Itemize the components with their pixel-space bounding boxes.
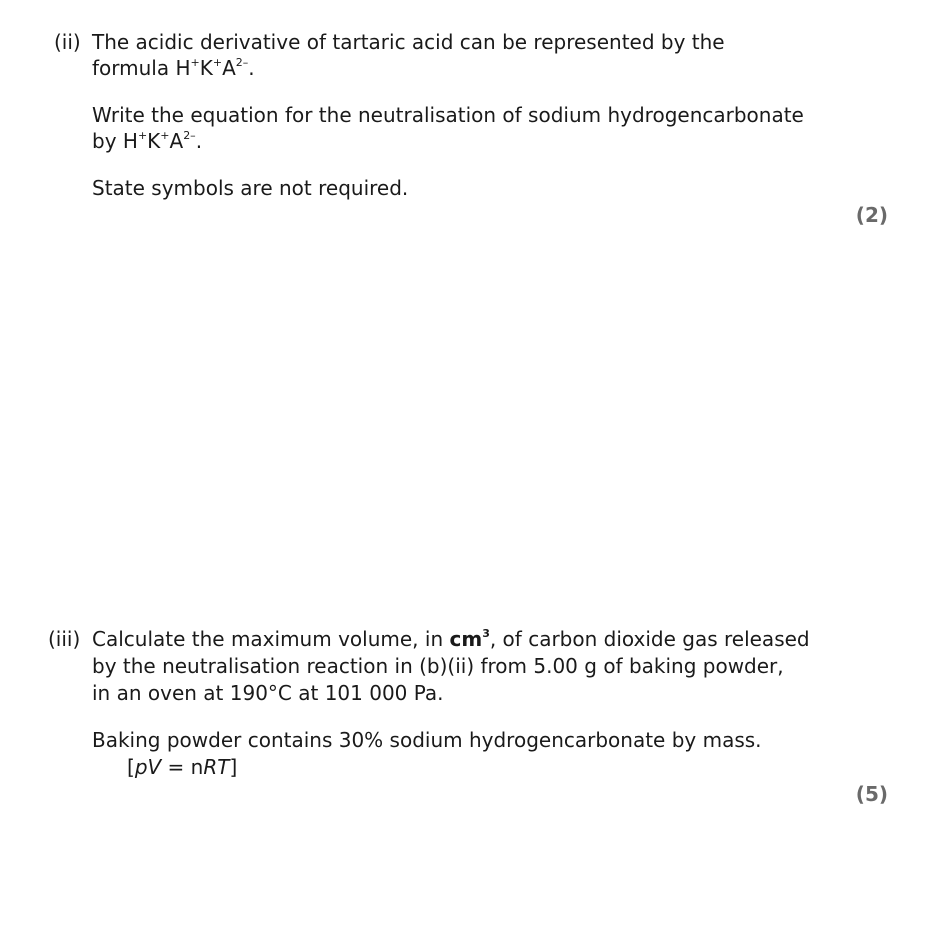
part-ii-task-line1: Write the equation for the neutralisation of sodium hydrogencarbonate	[92, 103, 804, 127]
eq-r: R	[203, 755, 218, 779]
unit-power: 3	[482, 627, 490, 640]
part-iii-marks: (5)	[855, 782, 888, 806]
eq-p: p	[134, 755, 148, 779]
ideal-gas-equation	[127, 754, 237, 780]
eq-close: ]	[229, 755, 238, 779]
part-iii-line3: in an oven at 190°C at 101 000 Pa.	[92, 681, 444, 705]
part-iii-label: (iii)	[48, 627, 81, 651]
part-iii-info: Baking powder contains 30% sodium hydrogencarbonate by mass.	[92, 728, 762, 752]
formula-h-charge: +	[190, 56, 200, 69]
task-formula-h: H	[122, 129, 138, 153]
eq-t: T	[217, 755, 230, 779]
eq-open: [	[127, 755, 135, 779]
formula-a-charge: 2–	[235, 56, 249, 69]
eq-v: V	[147, 755, 162, 779]
part-iii-line2: by the neutralisation reaction in (b)(ii) from 5.00 g of baking powder,	[92, 654, 784, 678]
task-formula-k-charge: +	[160, 129, 170, 142]
part-ii-intro-line1: The acidic derivative of tartaric acid can be represented by the	[92, 30, 725, 54]
formula-prefix: formula	[92, 56, 176, 80]
eq-equals: = n	[161, 755, 204, 779]
part-ii-label: (ii)	[54, 30, 81, 54]
task-formula-a-charge: 2–	[183, 129, 196, 142]
part-ii-task-line2	[92, 128, 202, 154]
line1-prefix: Calculate the maximum volume, in	[92, 627, 450, 651]
part-ii-marks: (2)	[855, 203, 888, 227]
line1-suffix: , of carbon dioxide gas released	[489, 627, 810, 651]
unit-cm: cm	[449, 627, 483, 651]
part-iii-line1	[92, 626, 810, 652]
task-formula-prefix: by	[92, 129, 123, 153]
formula-k: K	[199, 56, 213, 80]
part-ii-intro-line2	[92, 55, 255, 81]
formula-h: H	[175, 56, 191, 80]
formula-k-charge: +	[212, 56, 223, 69]
task-formula-k: K	[147, 129, 161, 153]
part-ii-note: State symbols are not required.	[92, 176, 409, 200]
formula-period: .	[248, 56, 255, 80]
task-formula-h-charge: +	[137, 129, 148, 142]
task-formula-a: A	[169, 129, 184, 153]
task-formula-period: .	[195, 129, 203, 153]
formula-a: A	[222, 56, 236, 80]
